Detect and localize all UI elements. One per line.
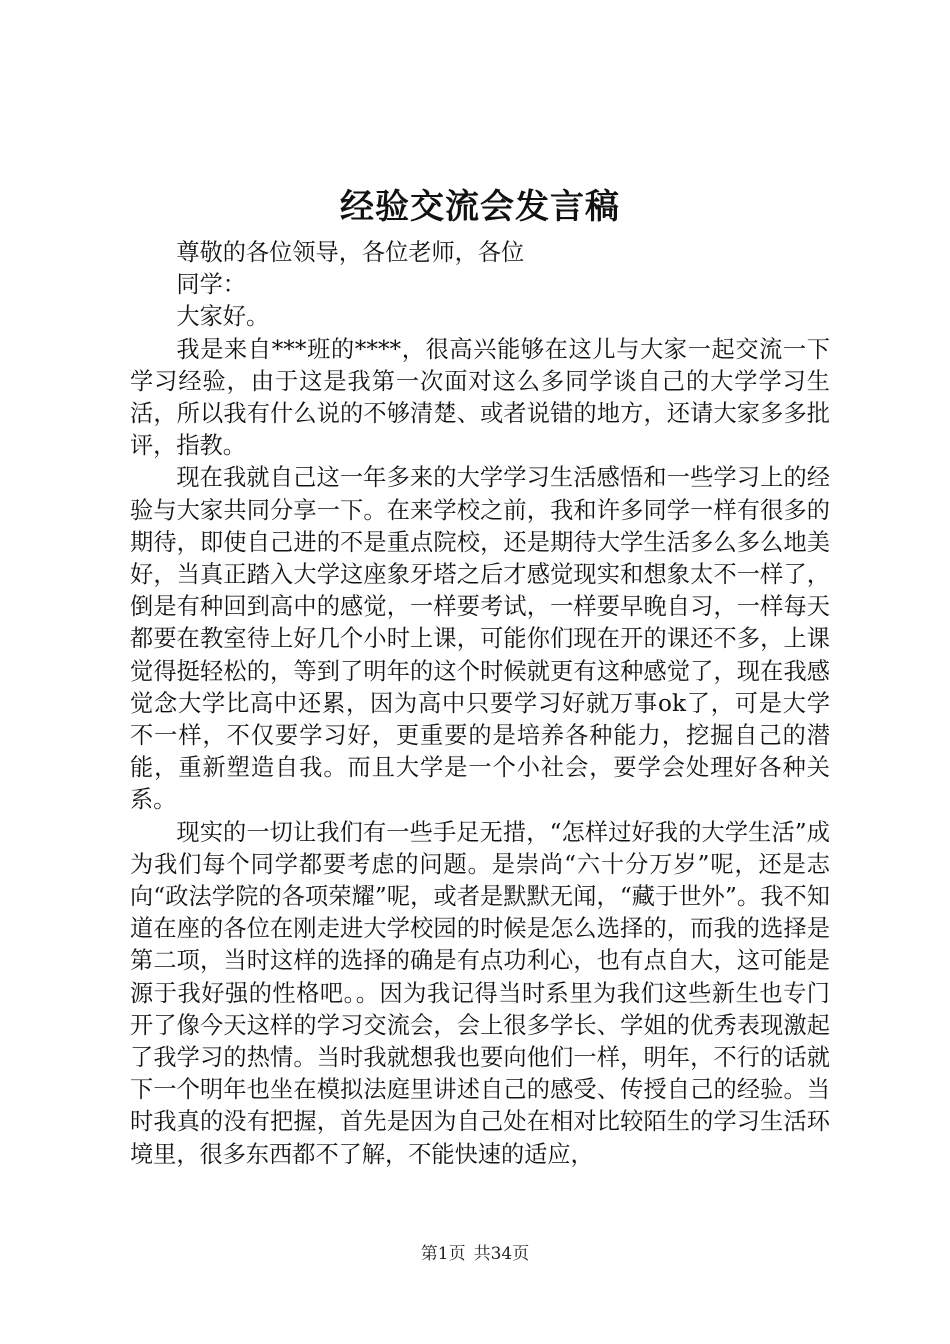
page-total: 共34页 [473,1244,530,1264]
paragraph-reality: 现实的一切让我们有一些手足无措，“怎样过好我的大学生活”成为我们每个同学都要考虑的问题。是崇尚“六十分万岁”呢，还是志向“政法学院的各项荣耀”呢，或者是默默无闻，“藏于世外”。我不知道在座的各位在刚走进大学校园的时候是怎么选择的，而我的选择是第二项，当时这样的选择的确是有点功利心，也有点自大，这可能是源于我好强的性格吧。。因为我记得当时系里为我们这些新生也专门开了像今天这样的学习交流会，会上很多学长、学姐的优秀表现激起了我学习的热情。当时我就想我也要向他们一样，明年，不行的话就下一个明年也坐在模拟法庭里讲述自己的感受、传授自己的经验。当时我真的没有把握，首先是因为自己处在相对比较陌生的学习生活环境里，很多东西都不了解，不能快速的适应， [130,818,830,1168]
paragraph-experience: 现在我就自己这一年多来的大学学习生活感悟和一些学习上的经验与大家共同分享一下。在来学校之前，我和许多同学一样有很多的期待，即使自己进的不是重点院校，还是期待大学生活多么多么地美好，当真正踏入大学这座象牙塔之后才感觉现实和想象太不一样了，倒是有种回到高中的感觉，一样要考试，一样要早晚自习，一样每天都要在教室待上好几个小时上课，可能你们现在开的课还不多，上课觉得挺轻松的，等到了明年的这个时候就更有这种感觉了，现在我感觉念大学比高中还累，因为高中只要学习好就万事ok了，可是大学不一样，不仅要学习好，更重要的是培养各种能力，挖掘自己的潜能，重新塑造自我。而且大学是一个小社会，要学会处理好各种关系。 [130,464,830,814]
page-footer [0,1242,950,1266]
document-title: 经验交流会发言稿 [340,187,620,227]
salutation-line-1: 尊敬的各位领导，各位老师，各位 [176,239,525,266]
page-number: 第1页 [420,1244,466,1264]
greeting-line: 大家好。 [176,303,270,331]
document-body [130,237,830,1171]
paragraph-introduction: 我是来自***班的****，很高兴能够在这儿与大家一起交流一下学习经验，由于这是我第一次面对这么多同学谈自己的大学学习生活，所以我有什么说的不够清楚、或者说错的地方，还请大家多多批评，指教。 [130,335,830,460]
salutation-line-2: 同学： [176,271,246,299]
